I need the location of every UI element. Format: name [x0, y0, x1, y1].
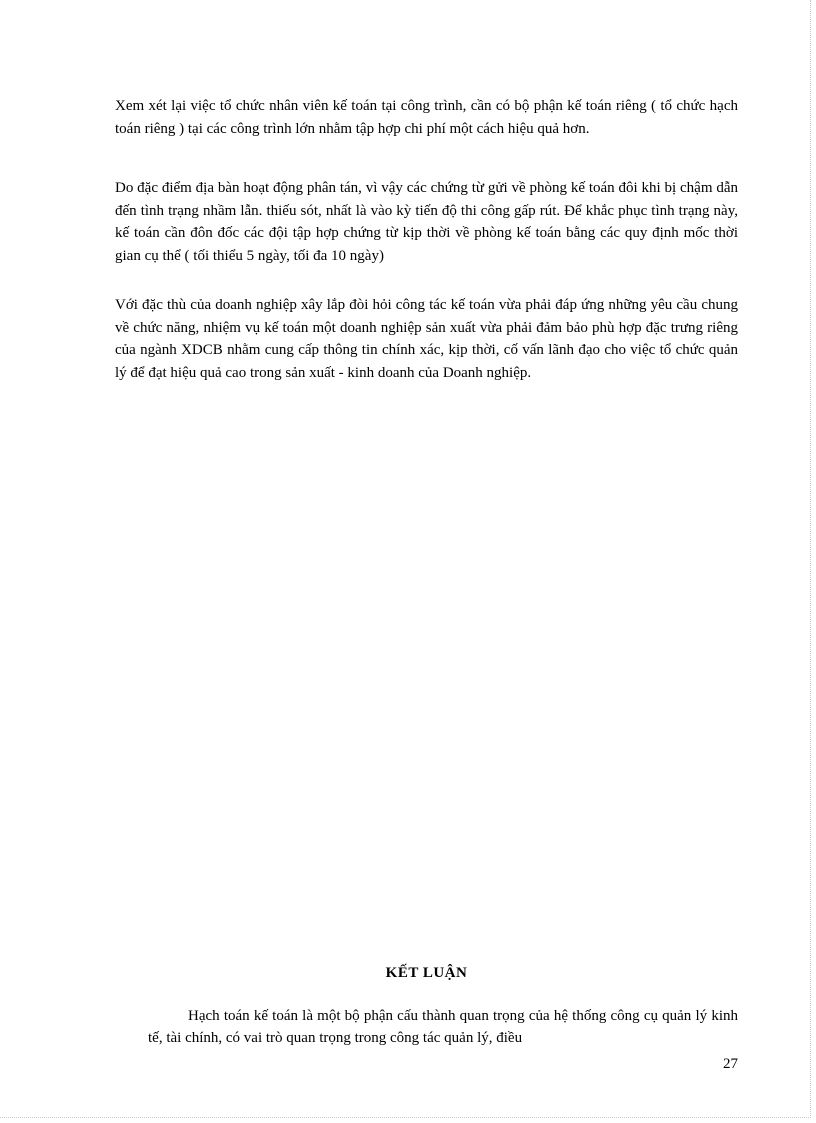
page-number: 27 [723, 1056, 738, 1072]
paragraph-accounting-staff: Xem xét lại việc tổ chức nhân viên kế toán tại công trình, cần có bộ phận kế toán riêng ( tổ chức hạch toán riêng ) tại các công trình lớn nhằm tập hợp chi phí một cách hiệu quả hơn. [115, 98, 738, 137]
conclusion-heading: KẾT LUẬN [385, 965, 468, 981]
page-border-bottom [0, 1117, 811, 1118]
conclusion-paragraph: Hạch toán kế toán là một bộ phận cấu thành quan trọng của hệ thống công cụ quản lý kinh tế, tài chính, có vai trò quan trọng trong công tác quản lý, điều [148, 1008, 738, 1046]
paragraph-construction-specifics: Với đặc thù của doanh nghiệp xây lắp đòi hỏi công tác kế toán vừa phải đáp ứng những yêu cầu chung về chức năng, nhiệm vụ kế toán một doanh nghiệp sản xuất vừa phải đảm bảo phù hợp đặc trưng riêng của ngành XDCB nhằm cung cấp thông tin chính xác, kịp thời, cố vấn lãnh đạo cho việc tổ chức quản lý để đạt hiệu quả cao trong sản xuất - kinh doanh của Doanh nghiệp. [115, 297, 738, 381]
page-border-right [810, 0, 811, 1118]
paragraph-document-delays: Do đặc điểm địa bàn hoạt động phân tán, vì vậy các chứng từ gửi về phòng kế toán đôi khi bị chậm dẫn đến tình trạng nhầm lẫn. thiếu sót, nhất là vào kỳ tiến độ thi công gấp rút. Để khắc phục tình trạng này, kế toán cần đôn đốc các đội tập hợp chứng từ kịp thời về phòng kế toán bằng các quy định mốc thời gian cụ thể ( tối thiểu 5 ngày, tối đa 10 ngày) [115, 180, 738, 264]
